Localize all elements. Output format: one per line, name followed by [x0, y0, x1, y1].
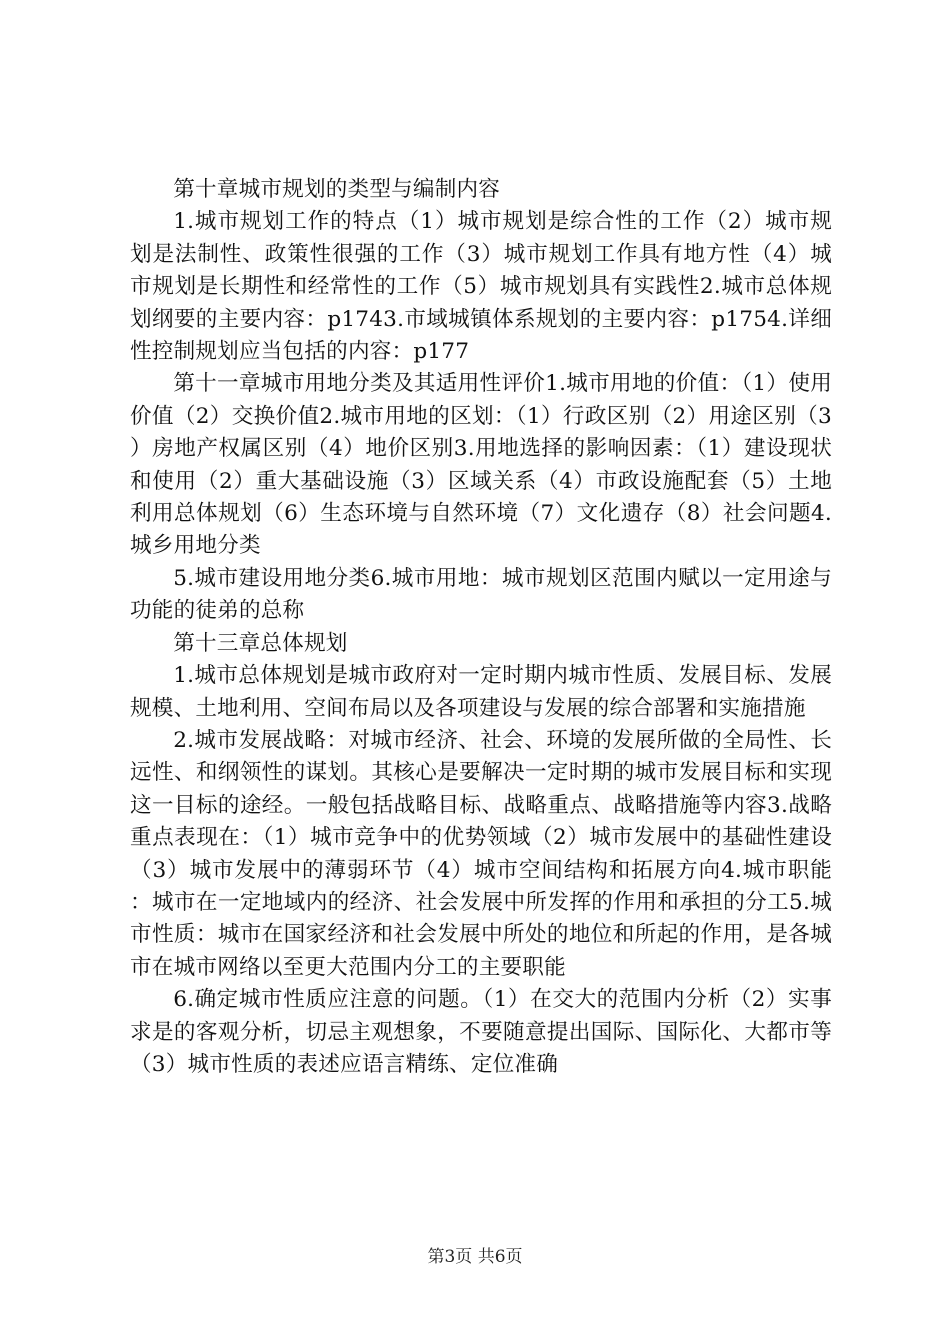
- chapter-10-paragraph: 1.城市规划工作的特点（1）城市规划是综合性的工作（2）城市规划是法制性、政策性很强的工作（3）城市规划工作具有地方性（4）城市规划是长期性和经常性的工作（5）城市规划具有实践性2.城市总体规划纲要的主要内容：p1743.市域城镇体系规划的主要内容：p1754.详细性控制规划应当包括的内容：p177: [130, 209, 832, 365]
- master-plan-paragraph: 1.城市总体规划是城市政府对一定时期内城市性质、发展目标、发展规模、土地利用、空间布局以及各项建设与发展的综合部署和实施措施: [130, 663, 832, 721]
- page-footer: 第3页 共6页: [427, 1247, 523, 1267]
- development-strategy-paragraph: 2.城市发展战略：对城市经济、社会、环境的发展所做的全局性、长远性、和纲领性的谋划。其核心是要解决一定时期的城市发展目标和实现这一目标的途经。一般包括战略目标、战略重点、战略措施等内容3.战略重点表现在：（1）城市竞争中的优势领域（2）城市发展中的基础性建设（3）城市发展中的薄弱环节（4）城市空间结构和拓展方向4.城市职能：城市在一定地域内的经济、社会发展中所发挥的作用和承担的分工5.城市性质：城市在国家经济和社会发展中所处的地位和所起的作用，是各城市在城市网络以至更大范围内分工的主要职能: [130, 727, 832, 980]
- city-nature-paragraph: 6.确定城市性质应注意的问题。（1）在交大的范围内分析（2）实事求是的客观分析，切忌主观想象，不要随意提出国际、国际化、大都市等（3）城市性质的表述应语言精练、定位准确: [130, 987, 832, 1077]
- chapter-13-heading: 第十三章总体规划: [173, 630, 348, 656]
- chapter-10-heading: 第十章城市规划的类型与编制内容: [173, 177, 501, 202]
- document-body: [130, 174, 832, 1081]
- land-use-paragraph: 5.城市建设用地分类6.城市用地：城市规划区范围内赋以一定用途与功能的徒弟的总称: [130, 565, 832, 624]
- chapter-11-paragraph: 第十一章城市用地分类及其适用性评价1.城市用地的价值：（1）使用价值（2）交换价值2.城市用地的区划：（1）行政区别（2）用途区别（3）房地产权属区别（4）地价区别3.用地选择的影响因素：（1）建设现状和使用（2）重大基础设施（3）区域关系（4）市政设施配套（5）土地利用总体规划（6）生态环境与自然环境（7）文化遗存（8）社会问题4.城乡用地分类: [130, 371, 832, 559]
